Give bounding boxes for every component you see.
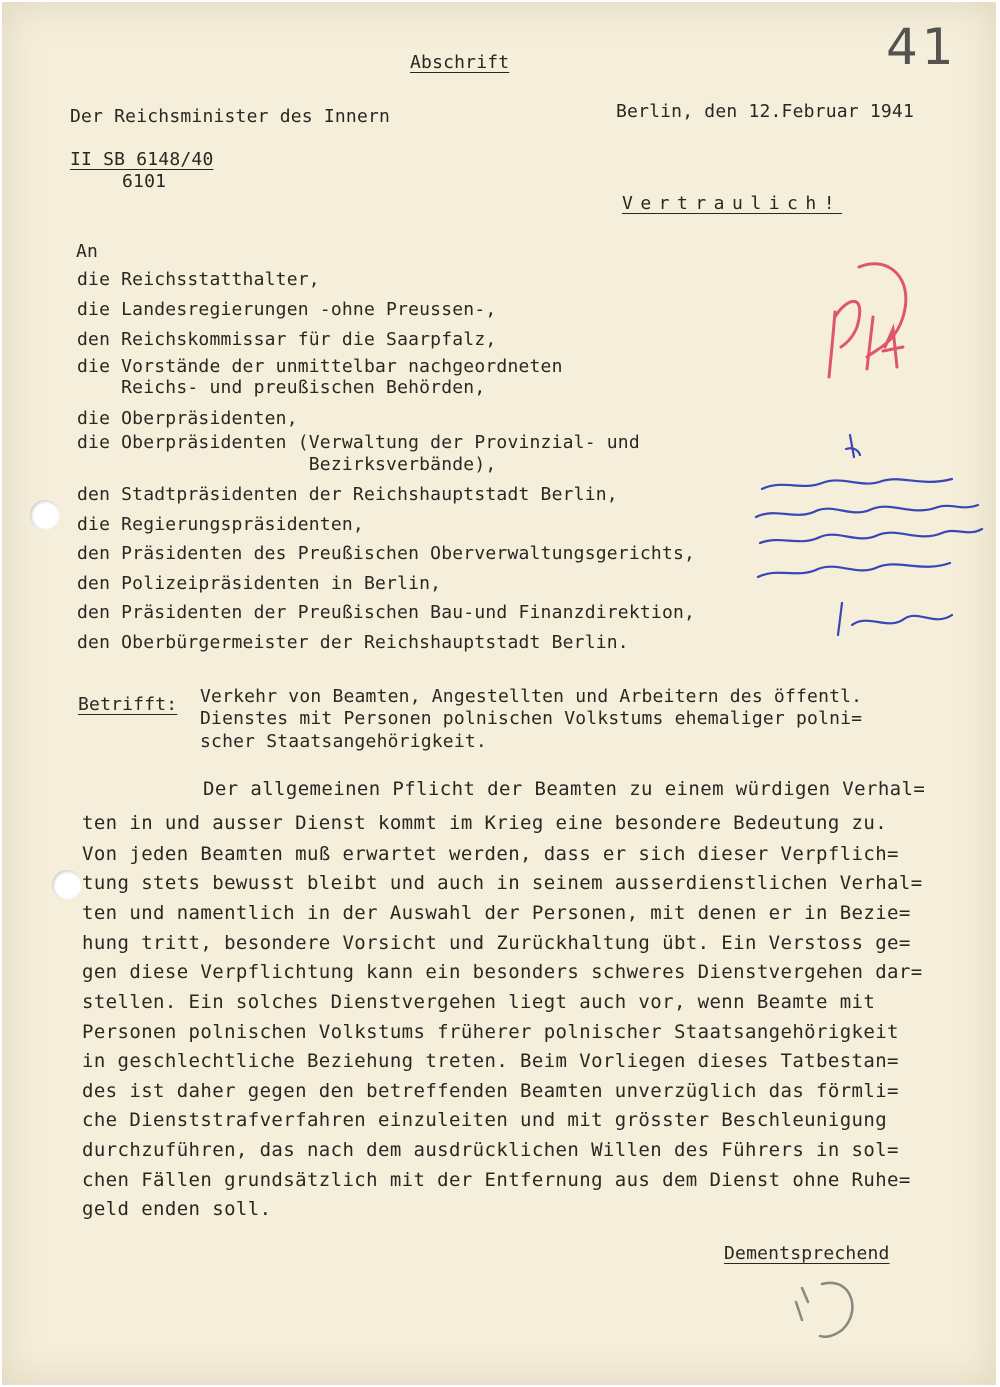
body-line: ten und namentlich in der Auswahl der Personen, mit denen er in Bezie=: [82, 902, 911, 924]
recipient-line: den Oberbürgermeister der Reichshauptstadt Berlin.: [77, 632, 629, 653]
body-line: in geschlechtliche Beziehung treten. Beim Vorliegen dieses Tatbestan=: [82, 1050, 899, 1072]
punch-hole-top: [30, 500, 60, 530]
recipient-line: Bezirksverbände),: [77, 454, 497, 475]
recipient-line: die Oberpräsidenten,: [77, 408, 298, 429]
document-page: [2, 2, 996, 1385]
pencil-mark: [782, 1272, 872, 1347]
file-reference: II SB 6148/40: [70, 149, 214, 170]
recipient-line: den Präsidenten der Preußischen Bau-und Finanzdirektion,: [77, 602, 696, 623]
body-line: Personen polnischen Volkstums früherer polnischer Staatsangehörigkeit: [82, 1021, 899, 1043]
punch-hole-bottom: [52, 870, 82, 900]
recipient-line: die Oberpräsidenten (Verwaltung der Provinzial- und: [77, 432, 640, 453]
body-line: gen diese Verpflichtung kann ein besonders schweres Dienstvergehen dar=: [82, 961, 923, 983]
place-date: Berlin, den 12.Februar 1941: [616, 101, 914, 122]
body-line: Der allgemeinen Pflicht der Beamten zu einem würdigen Verhal=: [203, 778, 926, 800]
recipient-line: die Regierungspräsidenten,: [77, 514, 364, 535]
catchword: Dementsprechend: [724, 1243, 890, 1264]
blue-ink-notes: [742, 427, 992, 652]
red-pencil-initials: [807, 257, 917, 397]
subject-line: scher Staatsangehörigkeit.: [200, 731, 487, 752]
recipient-line: die Landesregierungen -ohne Preussen-,: [77, 299, 497, 320]
body-line: hung tritt, besondere Vorsicht und Zurückhaltung übt. Ein Verstoss ge=: [82, 932, 911, 954]
recipient-line: die Vorstände der unmittelbar nachgeordneten: [77, 356, 563, 377]
recipient-line: den Reichskommissar für die Saarpfalz,: [77, 329, 497, 350]
body-line: des ist daher gegen den betreffenden Beamten unverzüglich das förmli=: [82, 1080, 899, 1102]
body-line: chen Fällen grundsätzlich mit der Entfernung aus dem Dienst ohne Ruhe=: [82, 1169, 911, 1191]
body-line: ten in und ausser Dienst kommt im Krieg eine besondere Bedeutung zu.: [82, 812, 888, 834]
body-line: geld enden soll.: [82, 1198, 272, 1220]
body-line: Von jeden Beamten muß erwartet werden, dass er sich dieser Verpflich=: [82, 843, 899, 865]
subject-line: Verkehr von Beamten, Angestellten und Arbeitern des öffentl.: [200, 686, 863, 707]
recipients-intro: An: [76, 241, 99, 262]
body-line: che Dienststrafverfahren einzuleiten und mit grösster Beschleunigung: [82, 1109, 888, 1131]
recipient-line: Reichs- und preußischen Behörden,: [77, 377, 486, 398]
body-line: durchzuführen, das nach dem ausdrücklichen Willen des Führers in sol=: [82, 1139, 899, 1161]
recipient-line: den Stadtpräsidenten der Reichshauptstadt Berlin,: [77, 484, 618, 505]
sender: Der Reichsminister des Innern: [70, 106, 391, 127]
document-title: Abschrift: [410, 52, 510, 73]
body-line: tung stets bewusst bleibt und auch in seinem ausserdienstlichen Verhal=: [82, 872, 923, 894]
confidential-mark: Vertraulich!: [622, 193, 843, 214]
subject-label: Betrifft:: [78, 694, 178, 715]
recipient-line: den Präsidenten des Preußischen Oberverwaltungsgerichts,: [77, 543, 696, 564]
file-reference-sub: 6101: [122, 171, 167, 192]
recipient-line: den Polizeipräsidenten in Berlin,: [77, 573, 442, 594]
recipient-line: die Reichsstatthalter,: [77, 269, 320, 290]
subject-line: Dienstes mit Personen polnischen Volkstums ehemaliger polni=: [200, 708, 863, 729]
body-line: stellen. Ein solches Dienstvergehen liegt auch vor, wenn Beamte mit: [82, 991, 876, 1013]
page-number: 41: [886, 18, 958, 76]
